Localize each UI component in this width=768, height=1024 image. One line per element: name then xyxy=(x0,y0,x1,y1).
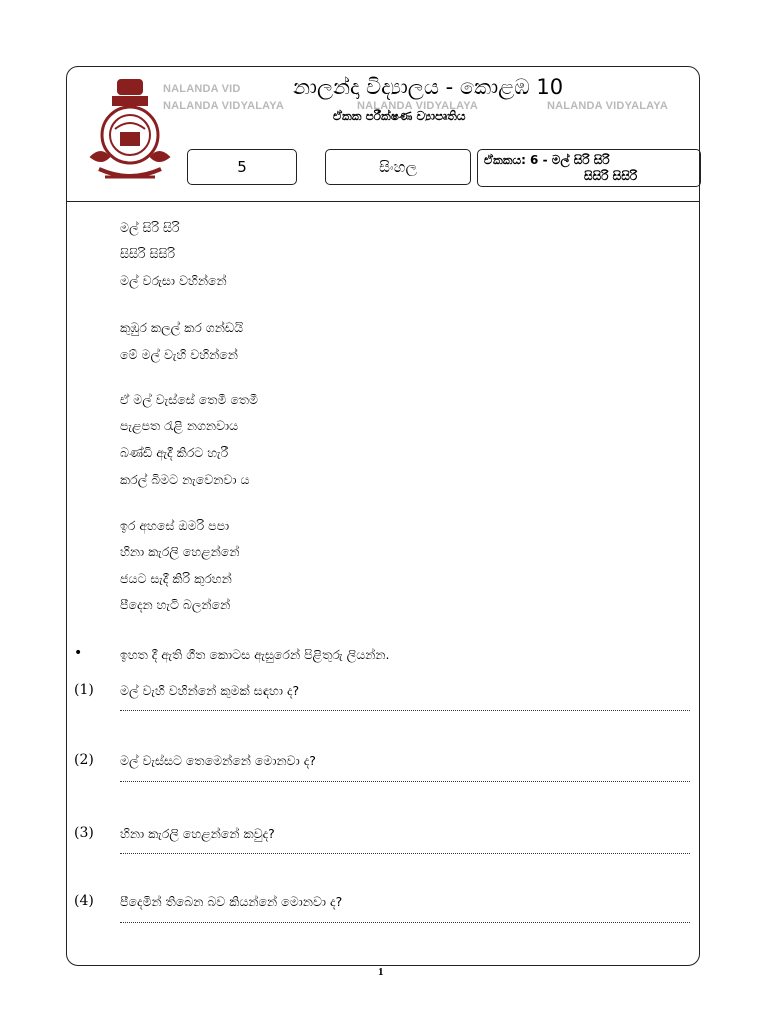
poem-line: ඉර අහසේ ඔමරි පපා xyxy=(120,518,230,533)
question-text: මල් වැස්සට තෙමෙන්නේ මොනවා ද? xyxy=(120,753,316,768)
question-number: (1) xyxy=(74,682,94,698)
poem-line: මේ මල් වැහි වහින්නේ xyxy=(120,347,238,362)
grade-box xyxy=(187,149,297,185)
unit-title: ඒකකය: 6 - මල් සිරි සිරි xyxy=(484,153,610,167)
poem-line: මල් සිරි සිරි xyxy=(120,220,180,235)
school-crest-logo xyxy=(85,77,175,185)
answer-line[interactable] xyxy=(120,710,690,711)
question-number: (4) xyxy=(74,893,94,909)
bullet: • xyxy=(74,645,83,661)
question-number: (3) xyxy=(74,825,94,841)
question-number: (2) xyxy=(74,752,94,768)
unit-title-continued: සිසිරි සිසිරි xyxy=(584,169,638,183)
poem-line: ඒ මල් වැස්සේ තෙමී තෙමී xyxy=(120,392,259,407)
poem-line: ජයට සැදී කිරි කුරහන් xyxy=(120,571,232,586)
poem-line: හිනා කැරලි හෙළන්නේ xyxy=(120,544,240,559)
watermark-text: NALANDA VIDYALAYA xyxy=(163,100,284,112)
poem-line: මල් වරුසා වහින්නේ xyxy=(120,273,227,288)
school-title: නාලන්දා විද්‍යාලය - කොළඹ 10 xyxy=(293,75,564,99)
watermark-text: NALANDA VID xyxy=(163,83,241,95)
watermark-text: NALANDA VIDYALAYA xyxy=(357,100,478,112)
question-text: හිනා කැරලි හෙළන්නේ කවුද? xyxy=(120,826,275,841)
poem-line: බණ්ඩි ඇදී කිරට හැරී xyxy=(120,445,229,460)
poem-line: පැළපත රැළි නගනවාය xyxy=(120,418,239,433)
poem-line: කුඹුර කලල් කර ගන්ඩයි xyxy=(120,320,244,335)
subject-value: සිංහල xyxy=(379,158,417,176)
header-divider xyxy=(67,201,699,202)
subject-box xyxy=(325,149,471,185)
poem-line: පීදෙන හැටි බලන්නේ xyxy=(120,597,231,612)
question-text: මල් වැහි වහින්නේ කුමක් සඳහා ද? xyxy=(120,683,300,698)
exam-subtitle: ඒකක පරීක්ෂණ ව්‍යාපෘතිය xyxy=(333,109,466,123)
unit-box xyxy=(477,149,701,187)
instructions: ඉහත දී ඇති ගීත කොටස ඇසුරෙන් පිළිතුරු ලියන්න. xyxy=(120,647,390,662)
page-number: 1 xyxy=(378,966,384,978)
poem-line: කරල් බිමට නැවෙනවා ය xyxy=(120,472,250,487)
question-text: පීදෙමින් තිබෙන බව කියන්නේ මොනවා ද? xyxy=(120,894,343,909)
grade-value: 5 xyxy=(237,158,247,176)
answer-line[interactable] xyxy=(120,922,690,923)
answer-line[interactable] xyxy=(120,853,690,854)
answer-line[interactable] xyxy=(120,781,690,782)
poem-line: සිසිරි සිසිරි xyxy=(120,246,176,261)
watermark-text: NALANDA VIDYALAYA xyxy=(547,100,668,112)
